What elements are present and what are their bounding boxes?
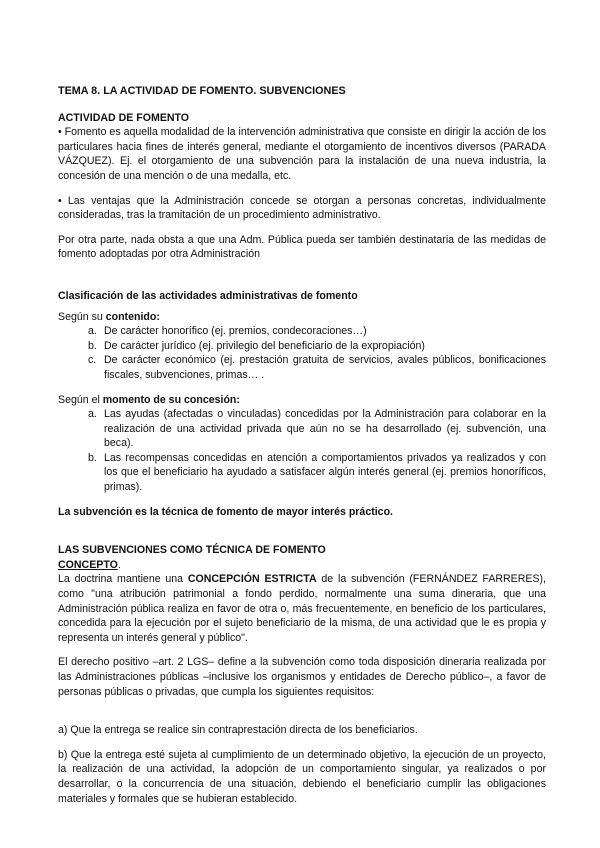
momento-pre: Según el <box>58 393 103 406</box>
paragraph-derecho-positivo: El derecho positivo –art. 2 LGS– define a la subvención como toda disposición dineraria realizada por las Administraciones públicas –inclusive los organismos y entidades de Derecho público–, a favor de personas públicas o privadas, que cumpla los siguientes requisitos: <box>58 656 546 698</box>
subheading-concepto <box>58 558 546 573</box>
conclusion-bold: La subvención es la técnica de fomento de mayor interés práctico. <box>58 505 393 518</box>
momento-bold: momento de su concesión: <box>102 393 240 406</box>
p1-b: de la subvención (FERNÁNDEZ FARRERES), como "una atribución patrimonial a fondo perdido, normalmente una suma dineraria, que una Administración pública realiza en favor de otra o, más frecuentemente, en beneficio de los particulares, concedida para la ejecución por el sujeto beneficiario de la misma, de una actividad que le es propia y representa un interés general y público". <box>58 573 547 644</box>
paragraph-requisito-a: a) Que la entrega se realice sin contraprestación directa de los beneficiarios. <box>58 724 418 737</box>
paragraph-ventajas: • Las ventajas que la Administración concede se otorgan a personas concretas, individualmente consideradas, tras la tramitación de un procedimiento administrativo. <box>58 194 546 222</box>
list-text: De carácter jurídico (ej. privilegio del beneficiario de la expropiación) <box>104 339 425 352</box>
document-title: TEMA 8. LA ACTIVIDAD DE FOMENTO. SUBVENCIONES <box>58 85 346 97</box>
list-item <box>58 451 546 495</box>
list-item <box>58 407 546 451</box>
list-marker: b. <box>88 339 97 352</box>
p1-bold: CONCEPCIÓN ESTRICTA <box>187 573 317 586</box>
p1-a: La doctrina mantiene una <box>58 573 188 586</box>
concepto-dot: . <box>117 558 121 571</box>
document-page <box>58 84 546 806</box>
momento-list <box>58 407 546 495</box>
paragraph-concepcion-estricta <box>58 572 546 645</box>
list-marker: a. <box>88 325 97 338</box>
section-heading-subvenciones: LAS SUBVENCIONES COMO TÉCNICA DE FOMENTO <box>58 544 326 557</box>
list-marker: b. <box>88 451 97 464</box>
list-marker: c. <box>88 354 97 367</box>
paragraph-otra-parte: Por otra parte, nada obsta a que una Adm. Pública pueda ser también destinataria de las medidas de fomento adoptadas por otra Administración <box>58 233 546 261</box>
list-text: Las recompensas concedidas en atención a comportamientos privados ya realizados y con los que el beneficiario ha ayudado a satisfacer algún interés general (ej. premios honoríficos, primas). <box>104 451 546 494</box>
concepto-label: CONCEPTO <box>58 558 118 571</box>
paragraph-fomento-definicion: • Fomento es aquella modalidad de la intervención administrativa que consiste en dirigir la acción de los particulares hacia fines de interés general, mediante el otorgamiento de incentivos diversos (PARADA VÁZQUEZ). Ej. el otorgamiento de una subvención para la instalación de una nueva industria, la concesión de una mención o de una medalla, etc. <box>58 126 546 182</box>
list-text: De carácter honorífico (ej. premios, condecoraciones…) <box>104 325 367 338</box>
section-heading-clasificacion: Clasificación de las actividades administrativas de fomento <box>58 289 358 302</box>
contenido-list <box>58 324 546 382</box>
list-item <box>58 339 546 354</box>
contenido-bold: contenido: <box>105 310 160 323</box>
list-marker: a. <box>88 408 97 421</box>
paragraph-requisito-b: b) Que la entrega esté sujeta al cumplimiento de un determinado objetivo, la ejecución de un proyecto, la realización de una actividad, la adopción de un comportamiento singular, ya realizados o por desarrollar, o la concurrencia de una situación, debiendo el beneficiario cumplir las obligaciones materiales y formales que se hubieran establecido. <box>58 748 546 805</box>
conclusion <box>58 505 546 520</box>
list-text: Las ayudas (afectadas o vinculadas) concedidas por la Administración para colaborar en la realización de una actividad privada que aún no se ha desarrollado (ej. subvención, una beca). <box>104 408 546 450</box>
list-item <box>58 324 546 339</box>
list-item <box>58 353 546 382</box>
list-text: De carácter económico (ej. prestación gratuita de servicios, avales públicos, bonificaciones fiscales, subvenciones, primas… . <box>104 354 546 381</box>
momento-intro <box>58 393 546 408</box>
section-heading-actividad: ACTIVIDAD DE FOMENTO <box>58 111 190 124</box>
contenido-intro <box>58 310 546 325</box>
contenido-pre: Según su <box>58 310 106 323</box>
